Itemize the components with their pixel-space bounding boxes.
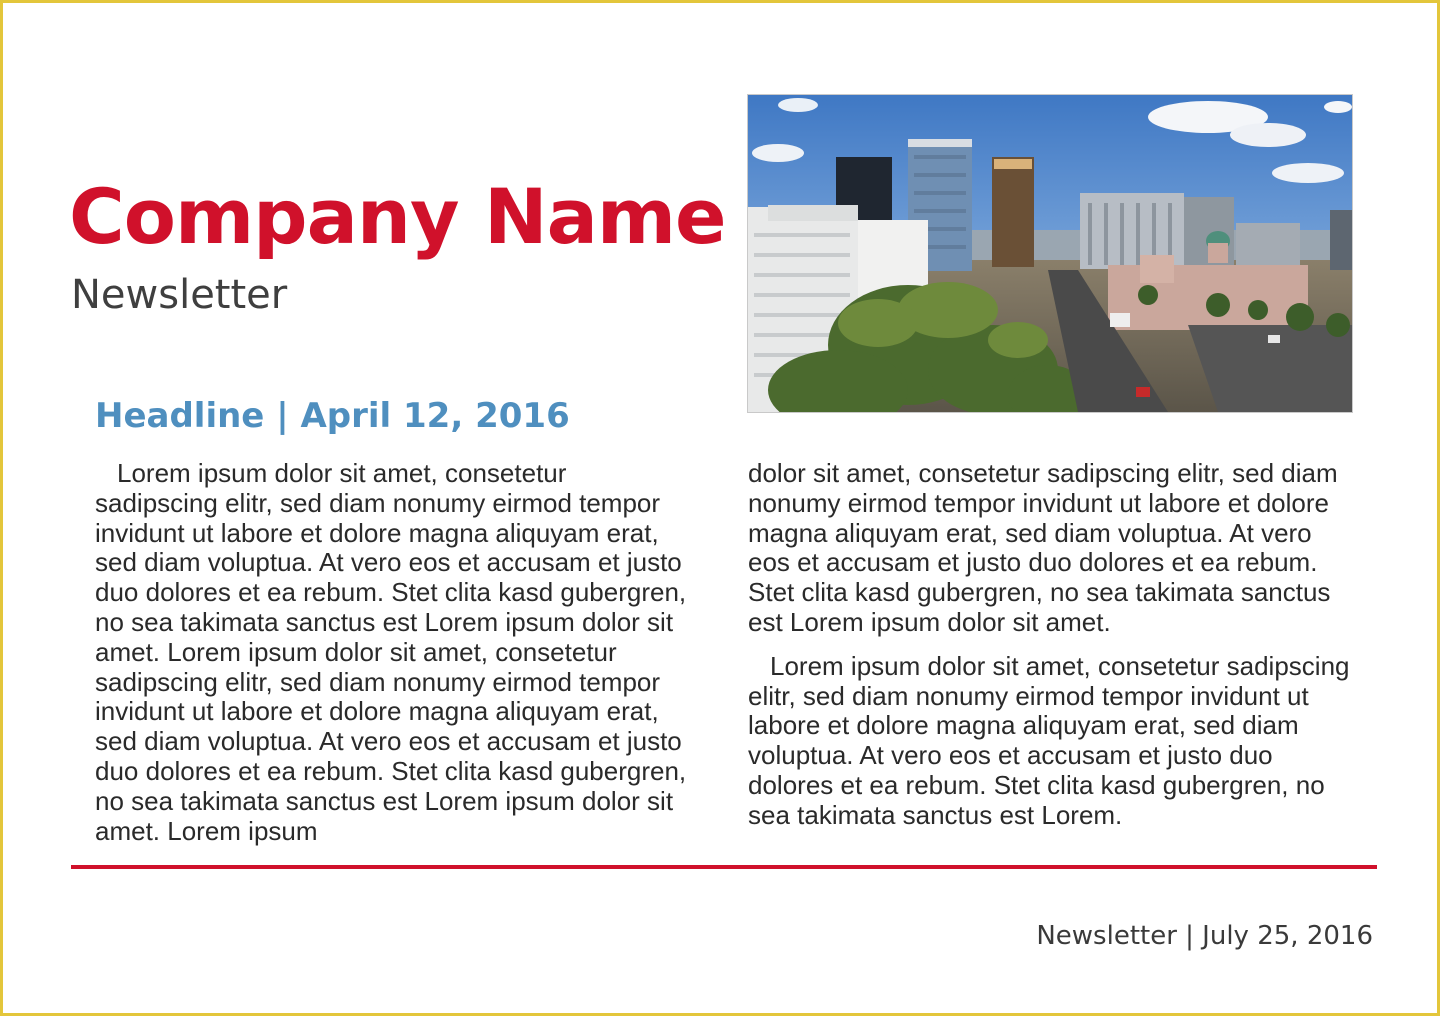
footer-divider (71, 865, 1377, 869)
article-column-left (95, 459, 695, 846)
footer-text: Newsletter | July 25, 2016 (1036, 921, 1373, 951)
company-name: Company Name (69, 172, 726, 261)
article-column-right (748, 459, 1358, 831)
article-paragraph: Lorem ipsum dolor sit amet, consetetur sadipscing elitr, sed diam nonumy eirmod tempor invidunt ut labore et dolore magna aliquyam erat, sed diam voluptua. At vero eos et accusam et justo duo dolores et ea rebum. Stet clita kasd gubergren, no sea takimata sanctus est Lorem ipsum dolor sit amet. Lorem ipsum dolor sit amet, consetetur sadipscing elitr, sed diam nonumy eirmod tempor invidunt ut labore et dolore magna aliquyam erat, sed diam voluptua. At vero eos et accusam et justo duo dolores et ea rebum. Stet clita kasd gubergren, no sea takimata sanctus est Lorem ipsum dolor sit amet. Lorem ipsum (95, 458, 687, 846)
city-skyline-photo (747, 94, 1353, 413)
article-headline: Headline | April 12, 2016 (95, 396, 570, 436)
article-paragraph: Lorem ipsum dolor sit amet, consetetur sadipscing elitr, sed diam nonumy eirmod tempor invidunt ut labore et dolore magna aliquyam erat, sed diam voluptua. At vero eos et accusam et justo duo dolores et ea rebum. Stet clita kasd gubergren, no sea takimata sanctus est Lorem. (748, 650, 1350, 830)
newsletter-subtitle: Newsletter (71, 272, 288, 318)
article-paragraph: dolor sit amet, consetetur sadipscing elitr, sed diam nonumy eirmod tempor invidunt ut labore et dolore magna aliquyam erat, sed diam voluptua. At vero eos et accusam et justo duo dolores et ea rebum. Stet clita kasd gubergren, no sea takimata sanctus est Lorem ipsum dolor sit amet. (748, 458, 1338, 637)
